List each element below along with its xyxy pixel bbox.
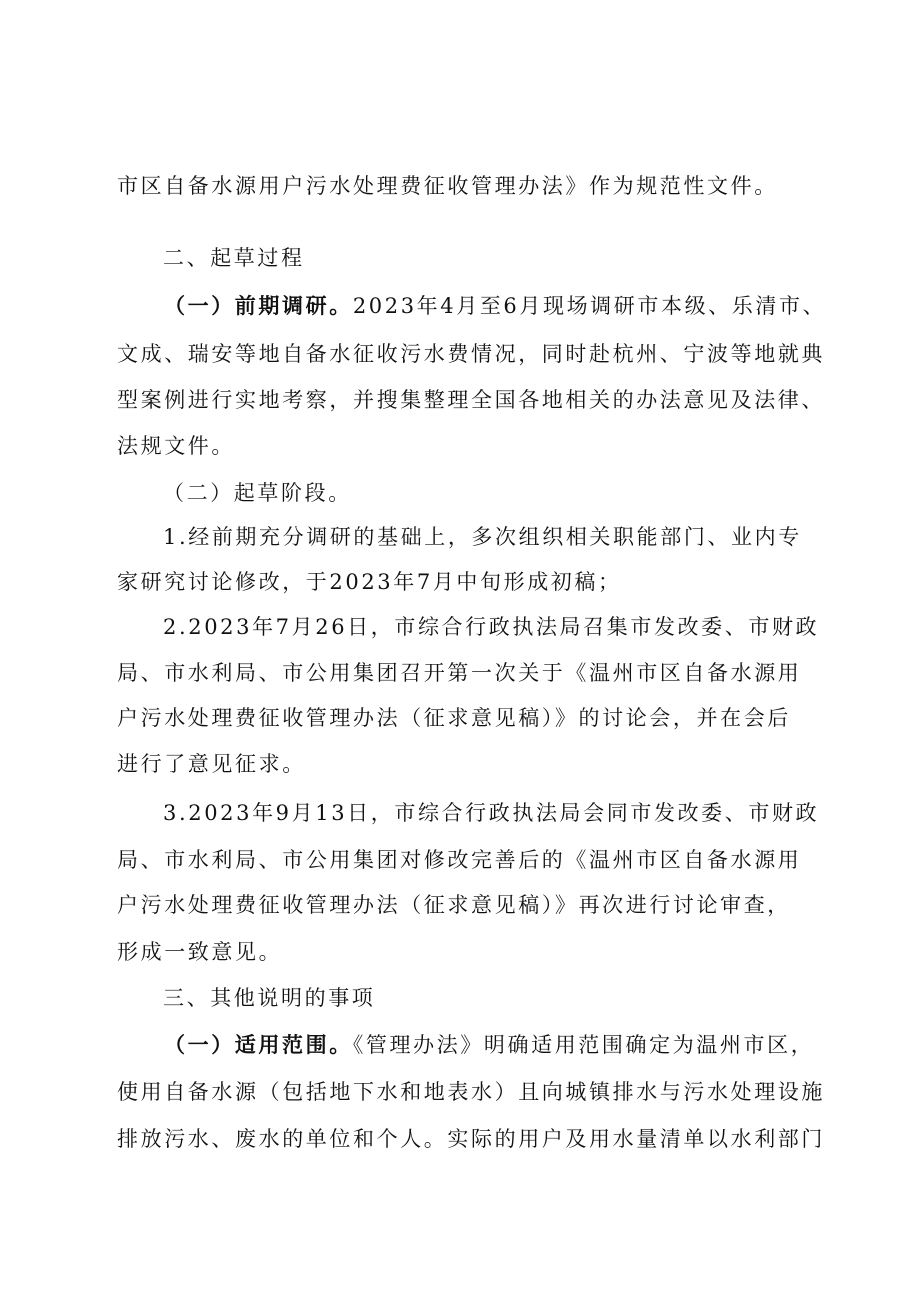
paragraph-line: 户污水处理费征收管理办法（征求意见稿）》的讨论会，并在会后 [117, 706, 791, 730]
paragraph-text: 2023年4月至6月现场调研市本级、乐清市、 [352, 294, 827, 318]
paragraph-line [164, 1031, 814, 1059]
paragraph-line: 2.2023年7月26日，市综合行政执法局召集市发改委、市财政 [163, 615, 820, 639]
paragraph-line [164, 292, 826, 320]
subheading-scope: （一）适用范围。 [164, 1032, 353, 1057]
paragraph-line: 型案例进行实地考察，并搜集整理全国各地相关的办法意见及法律、 [117, 388, 825, 412]
section-heading-other-matters: 三、其他说明的事项 [163, 986, 376, 1010]
paragraph-line: 排放污水、废水的单位和个人。实际的用户及用水量清单以水利部门 [117, 1127, 825, 1151]
subheading-preliminary-research: （一）前期调研。 [164, 293, 353, 318]
paragraph-line: 进行了意见征求。 [117, 752, 306, 776]
paragraph-line: 文成、瑞安等地自备水征收污水费情况，同时赴杭州、宁波等地就典 [117, 342, 825, 366]
section-heading-drafting-process: 二、起草过程 [163, 246, 305, 270]
subheading-drafting-stage: （二）起草阶段。 [163, 481, 352, 505]
paragraph-line: 市区自备水源用户污水处理费征收管理办法》作为规范性文件。 [117, 174, 778, 198]
paragraph-line: 3.2023年9月13日，市综合行政执法局会同市发改委、市财政 [163, 801, 820, 825]
paragraph-line: 使用自备水源（包括地下水和地表水）且向城镇排水与污水处理设施 [117, 1080, 825, 1104]
paragraph-line: 户污水处理费征收管理办法（征求意见稿）》再次进行讨论审查， [117, 893, 791, 917]
paragraph-text: 《管理办法》明确适用范围确定为温州市区， [352, 1033, 815, 1057]
paragraph-line: 局、市水利局、市公用集团对修改完善后的《温州市区自备水源用 [117, 848, 802, 872]
paragraph-line: 家研究讨论修改，于2023年7月中旬形成初稿； [117, 570, 622, 594]
paragraph-line: 1.经前期充分调研的基础上，多次组织相关职能部门、业内专 [163, 525, 802, 549]
paragraph-line: 法规文件。 [117, 434, 235, 458]
paragraph-line: 局、市水利局、市公用集团召开第一次关于《温州市区自备水源用 [117, 661, 802, 685]
paragraph-line: 形成一致意见。 [117, 940, 283, 964]
